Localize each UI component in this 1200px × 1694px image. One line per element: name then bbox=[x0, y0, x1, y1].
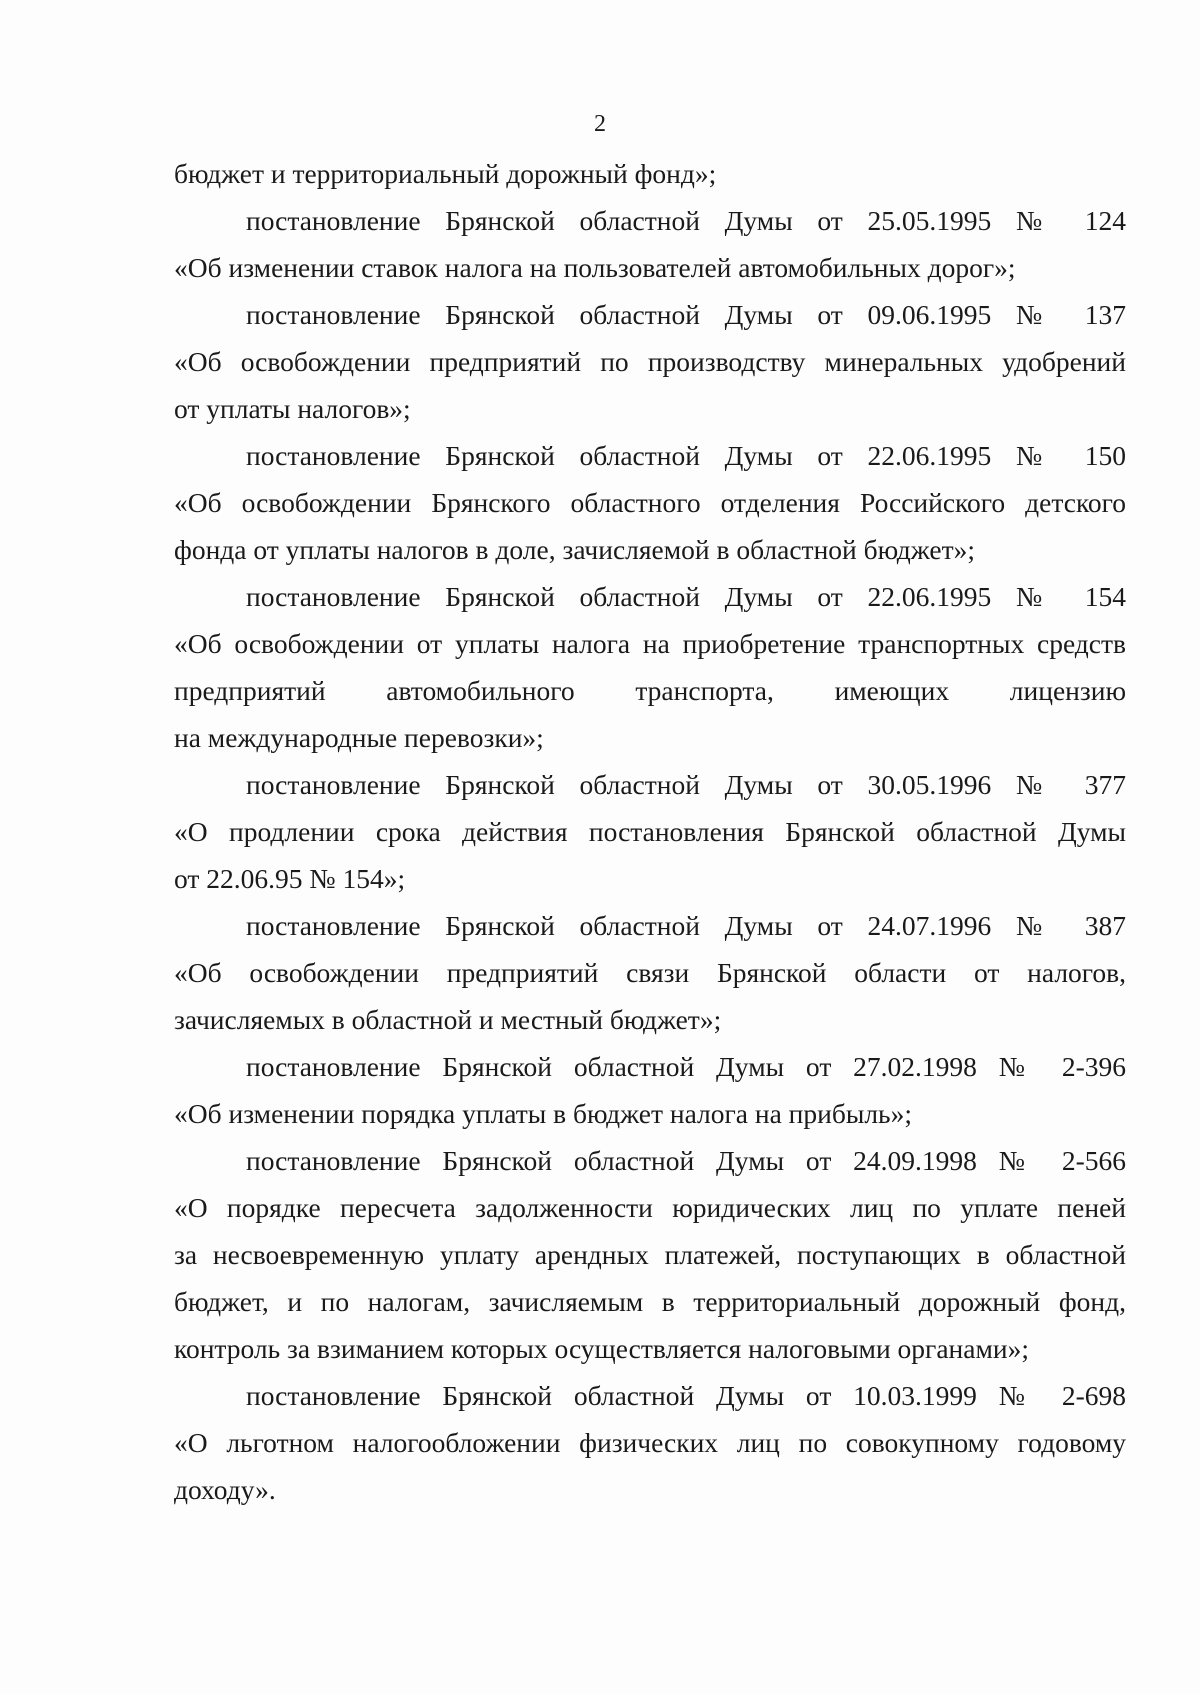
resolution-title-line: «Об изменении порядка уплаты в бюджет налога на прибыль»; bbox=[174, 1098, 912, 1129]
resolution-header: постановление Брянской областной Думы от 09.06.1995 № 137 bbox=[246, 299, 1126, 330]
resolution-item bbox=[174, 1043, 1126, 1137]
resolution-title-line: «Об освобождении Брянского областного отделения Российского детского bbox=[174, 487, 1126, 518]
resolution-title-line: «О продлении срока действия постановления Брянской областной Думы bbox=[174, 816, 1126, 847]
resolution-header: постановление Брянской областной Думы от 24.09.1998 № 2-566 bbox=[246, 1145, 1126, 1176]
resolution-title-line: контроль за взиманием которых осуществляется налоговыми органами»; bbox=[174, 1333, 1029, 1364]
resolution-title-line: зачисляемых в областной и местный бюджет»; bbox=[174, 1004, 722, 1035]
resolution-title-line: бюджет, и по налогам, зачисляемым в территориальный дорожный фонд, bbox=[174, 1286, 1126, 1317]
resolution-item bbox=[174, 1137, 1126, 1372]
resolution-header: постановление Брянской областной Думы от 25.05.1995 № 124 bbox=[246, 205, 1126, 236]
resolution-item bbox=[174, 902, 1126, 1043]
resolution-title-line: предприятий автомобильного транспорта, имеющих лицензию bbox=[174, 675, 1126, 706]
resolution-header: постановление Брянской областной Думы от 22.06.1995 № 150 bbox=[246, 440, 1126, 471]
resolution-item bbox=[174, 761, 1126, 902]
resolution-title-line: на международные перевозки»; bbox=[174, 722, 544, 753]
resolution-title-line: от уплаты налогов»; bbox=[174, 393, 411, 424]
resolution-item bbox=[174, 291, 1126, 432]
page-number: 2 bbox=[594, 111, 606, 137]
resolution-title-line: доходу». bbox=[174, 1474, 276, 1505]
resolution-title-line: «Об освобождении от уплаты налога на приобретение транспортных средств bbox=[174, 628, 1126, 659]
resolution-item bbox=[174, 432, 1126, 573]
resolution-title-line: «Об изменении ставок налога на пользователей автомобильных дорог»; bbox=[174, 252, 1016, 283]
resolution-title-line: «Об освобождении предприятий связи Брянской области от налогов, bbox=[174, 957, 1126, 988]
resolution-title-line: фонда от уплаты налогов в доле, зачисляемой в областной бюджет»; bbox=[174, 534, 976, 565]
resolution-header: постановление Брянской областной Думы от 30.05.1996 № 377 bbox=[246, 769, 1126, 800]
resolution-title-line: «О порядке пересчета задолженности юридических лиц по уплате пеней bbox=[174, 1192, 1126, 1223]
resolution-item bbox=[174, 573, 1126, 761]
resolution-item bbox=[174, 1372, 1126, 1513]
document-body bbox=[174, 150, 1126, 1513]
resolution-title-line: от 22.06.95 № 154»; bbox=[174, 863, 406, 894]
resolution-header: постановление Брянской областной Думы от 10.03.1999 № 2-698 bbox=[246, 1380, 1126, 1411]
resolution-title-line: за несвоевременную уплату арендных платежей, поступающих в областной bbox=[174, 1239, 1126, 1270]
resolution-title-line: «Об освобождении предприятий по производству минеральных удобрений bbox=[174, 346, 1126, 377]
resolution-title-line: «О льготном налогообложении физических лиц по совокупному годовому bbox=[174, 1427, 1126, 1458]
resolution-header: постановление Брянской областной Думы от 27.02.1998 № 2-396 bbox=[246, 1051, 1126, 1082]
resolution-header: постановление Брянской областной Думы от 24.07.1996 № 387 bbox=[246, 910, 1126, 941]
resolution-header: постановление Брянской областной Думы от 22.06.1995 № 154 bbox=[246, 581, 1126, 612]
continuation-line: бюджет и территориальный дорожный фонд»; bbox=[174, 158, 717, 189]
resolution-item bbox=[174, 197, 1126, 291]
